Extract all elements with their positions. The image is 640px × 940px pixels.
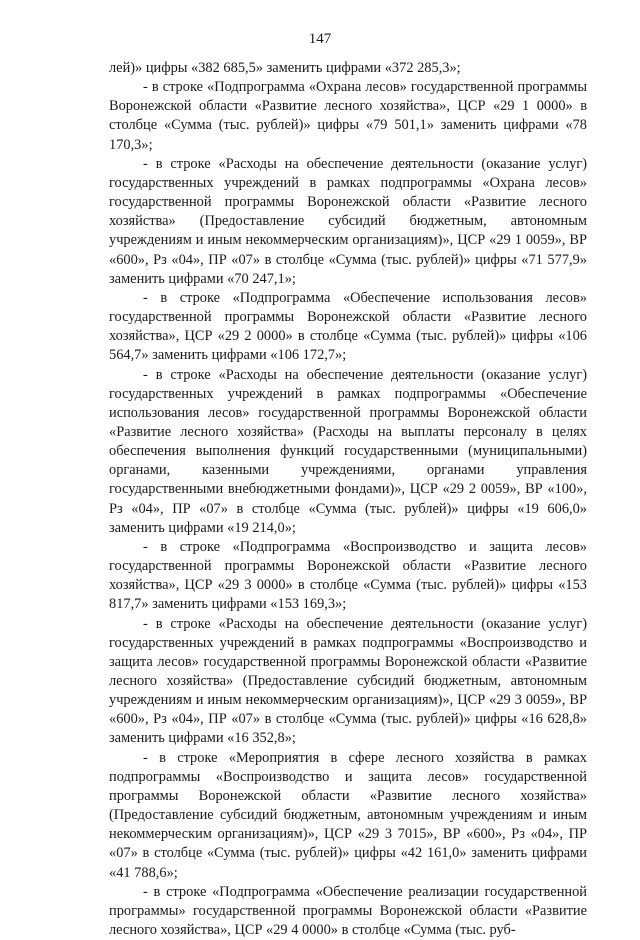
paragraph: - в строке «Подпрограмма «Воспроизводство и защита лесов» государственной программы Воронежской области «Развитие лесного хозяйства», ЦСР «29 3 0000» в столбце «Сумма (тыс. рублей)» цифры «153 817,7» заменить цифрами «153 169,3»; <box>109 538 587 613</box>
paragraph: - в строке «Расходы на обеспечение деятельности (оказание услуг) государственных учреждений в рамках подпрограммы «Обеспечение использования лесов» государственной программы Воронежской области «Развитие лесного хозяйства» (Расходы на выплаты персоналу в целях обеспечения выполнения функций государственными (муниципальными) органами, казенными учреждениями, органами управления государственными внебюджетными фондами)», ЦСР «29 2 0059», ВР «100», Рз «04», ПР «07» в столбце «Сумма (тыс. рублей)» цифры «19 606,0» заменить цифрами «19 214,0»; <box>109 366 587 536</box>
paragraph: - в строке «Расходы на обеспечение деятельности (оказание услуг) государственных учреждений в рамках подпрограммы «Охрана лесов» государственной программы Воронежской области «Развитие лесного хозяйства» (Предоставление субсидий бюджетным, автономным учреждениям и иным некоммерческим организациям)», ЦСР «29 1 0059», ВР «600», Рз «04», ПР «07» в столбце «Сумма (тыс. рублей)» цифры «71 577,9» заменить цифрами «70 247,1»; <box>109 155 587 287</box>
paragraph: - в строке «Мероприятия в сфере лесного хозяйства в рамках подпрограммы «Воспроизводство и защита лесов» государственной программы Воронежской области «Развитие лесного хозяйства» (Предоставление субсидий бюджетным, автономным учреждениям и иным некоммерческим организациям)», ЦСР «29 3 7015», ВР «600», Рз «04», ПР «07» в столбце «Сумма (тыс. рублей)» цифры «42 161,0» заменить цифрами «41 788,6»; <box>109 749 587 881</box>
paragraph: - в строке «Расходы на обеспечение деятельности (оказание услуг) государственных учреждений в рамках подпрограммы «Воспроизводство и защита лесов» государственной программы Воронежской области «Развитие лесного хозяйства» (Предоставление субсидий бюджетным, автономным учреждениям и иным некоммерческим организациям)», ЦСР «29 3 0059», ВР «600», Рз «04», ПР «07» в столбце «Сумма (тыс. рублей)» цифры «16 628,8» заменить цифрами «16 352,8»; <box>109 615 587 747</box>
paragraph: - в строке «Подпрограмма «Охрана лесов» государственной программы Воронежской области «Развитие лесного хозяйства», ЦСР «29 1 0000» в столбце «Сумма (тыс. рублей)» цифры «79 501,1» заменить цифрами «78 170,3»; <box>109 79 587 153</box>
document-body <box>109 59 587 940</box>
page-number: 147 <box>308 31 332 47</box>
paragraph-continuation: лей)» цифры «382 685,5» заменить цифрами «372 285,3»; <box>109 60 461 76</box>
paragraph: - в строке «Подпрограмма «Обеспечение реализации государственной программы» государственной программы Воронежской области «Развитие лесного хозяйства», ЦСР «29 4 0000» в столбце «Сумма (тыс. руб- <box>109 883 587 939</box>
paragraph: - в строке «Подпрограмма «Обеспечение использования лесов» государственной программы Воронежской области «Развитие лесного хозяйства», ЦСР «29 2 0000» в столбце «Сумма (тыс. рублей)» цифры «106 564,7» заменить цифрами «106 172,7»; <box>109 289 587 364</box>
